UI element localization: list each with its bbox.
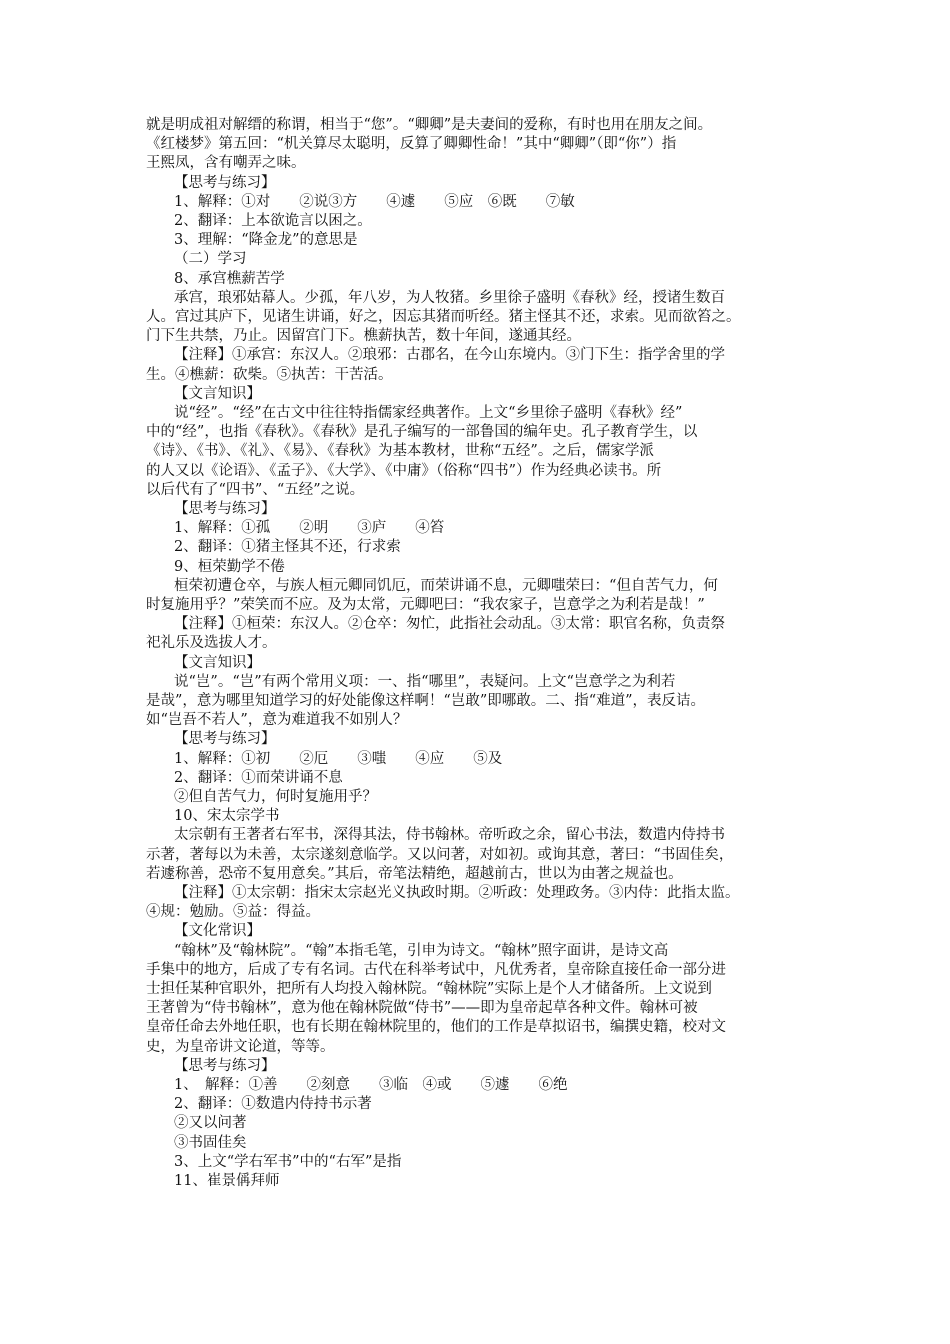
text-line: 承宫，琅邪姑幕人。少孤，年八岁，为人牧猪。乡里徐子盛明《春秋》经，授诸生数百 [174, 289, 725, 306]
text-line: 若遽称善，恐帝不复用意矣。”其后，帝笔法精绝，超越前古，世以为由著之规益也。 [146, 865, 683, 882]
text-line: 【思考与练习】 [174, 731, 276, 748]
text-line: 以后代有了“四书”、“五经”之说。 [146, 481, 365, 498]
text-line: 说“经”。“经”在古文中往往特指儒家经典著作。上文“乡里徐子盛明《春秋》经” [174, 405, 683, 421]
text-line: 10、宋太宗学书 [174, 808, 280, 825]
text-line: ②又以问著 [174, 1115, 247, 1132]
text-line: 2、翻译：①数遣内侍持书示著 [174, 1096, 372, 1113]
text-line: 1、解释：①初 ②厄 ③嗤 ④应 ⑤及 [174, 750, 503, 767]
text-line: 11、崔景偁拜师 [174, 1173, 280, 1189]
text-line: ②但自苦气力，何时复施用乎？ [174, 789, 377, 805]
text-line: 1、 解释：①善 ②刻意 ③临 ④或 ⑤遽 ⑥绝 [174, 1077, 568, 1093]
text-line: 的人又以《论语》、《孟子》、《大学》、《中庸》（俗称“四书”）作为经典必读书。所 [146, 462, 662, 479]
text-line: 是哉”，意为哪里知道学习的好处能像这样啊！“岂敢”即哪敢。二、指“难道”，表反诘。 [146, 693, 706, 709]
text-line: 【文化常识】 [174, 923, 261, 940]
text-line: 【注释】①太宗朝：指宋太宗赵光义执政时期。②听政：处理政务。③内侍：此指太监。 [174, 885, 740, 901]
text-line: 士担任某种官职外，把所有人均投入翰林院。“翰林院”实际上是个人才储备所。上文说到 [146, 981, 712, 997]
text-line: 3、理解：“降金龙”的意思是 [174, 232, 358, 249]
text-line: 说“岂”。“岂”有两个常用义项：一、指“哪里”，表疑问。上文“岂意学之为利若 [174, 673, 676, 690]
text-line: （二）学习 [174, 251, 247, 268]
text-line: 【文言知识】 [174, 654, 261, 671]
text-line: 8、承宫樵薪苦学 [174, 270, 285, 287]
text-line: 1、解释：①孤 ②明 ③庐 ④笞 [174, 520, 445, 537]
text-line: 祀礼乐及选拔人才。 [146, 635, 277, 652]
text-line: 史，为皇帝讲文论道，等等。 [146, 1038, 335, 1055]
text-line: “翰林”及“翰林院”。“翰”本指毛笔，引申为诗文。“翰林”照字面讲，是诗文高 [174, 942, 669, 959]
text-line: ③书固佳矣 [174, 1134, 247, 1151]
text-line: 2、翻译：上本欲诡言以困之。 [174, 213, 372, 229]
text-line: 门下生共禁，乃止。因留宫门下。樵薪执苦，数十年间，遂通其经。 [146, 328, 581, 345]
text-line: 太宗朝有王著者右军书，深得其法，侍书翰林。帝听政之余，留心书法，数遣内侍持书 [174, 827, 725, 844]
text-line: 《诗》、《书》、《礼》、《易》、《春秋》为基本教材，世称“五经”。之后，儒家学派 [146, 443, 654, 460]
text-line: 9、桓荣勤学不倦 [174, 558, 285, 575]
text-line: 【思考与练习】 [174, 174, 276, 191]
text-line: 【思考与练习】 [174, 501, 276, 517]
text-line: 示著，著每以为未善，太宗遂刻意临学。又以问著，对如初。或询其意，著曰：“书固佳矣， [146, 846, 734, 863]
text-line: 手集中的地方，后成了专有名词。古代在科举考试中，凡优秀者，皇帝除直接任命一部分进 [146, 961, 726, 978]
text-line: 《红楼梦》第五回：“机关算尽太聪明，反算了卿卿性命！”其中“卿卿”（即“你”）指 [146, 136, 677, 153]
text-line: 【文言知识】 [174, 385, 261, 402]
text-line: 中的“经”，也指《春秋》。《春秋》是孔子编写的一部鲁国的编年史。孔子教育学生，以 [146, 424, 698, 441]
text-line: 【思考与练习】 [174, 1057, 276, 1074]
text-line: ④规：勉励。⑤益：得益。 [146, 904, 320, 921]
text-line: 人。宫过其庐下，见诸生讲诵，好之，因忘其猪而听经。猪主怪其不还，求索。见而欲笞之。 [146, 309, 741, 325]
text-line: 时复施用乎？”荣笑而不应。及为太常，元卿吧曰：“我农家子，岂意学之为利若是哉！” [146, 597, 705, 613]
text-line: 生。④樵薪：砍柴。⑤执苦：干苦活。 [146, 366, 393, 383]
text-line: 如“岂吾不若人”，意为难道我不如别人？ [146, 712, 408, 729]
text-line: 就是明成祖对解缙的称谓，相当于“您”。“卿卿”是夫妻间的爱称，有时也用在朋友之间。 [146, 117, 713, 133]
text-line: 桓荣初遭仓卒，与族人桓元卿同饥厄，而荣讲诵不息，元卿嗤荣曰：“但自苦气力，何 [174, 577, 718, 594]
text-line: 2、翻译：①而荣讲诵不息 [174, 769, 343, 786]
text-line: 1、解释：①对 ②说③方 ④遽 ⑤应 ⑥既 ⑦敏 [174, 193, 575, 210]
text-line: 王著曾为“侍书翰林”，意为他在翰林院做“侍书”——即为皇帝起草各种文件。翰林可被 [146, 1000, 698, 1017]
text-line: 【注释】①桓荣：东汉人。②仓卒：匆忙，此指社会动乱。③太常：职官名称，负责祭 [174, 616, 725, 633]
text-line: 【注释】①承宫：东汉人。②琅邪：古郡名，在今山东境内。③门下生：指学舍里的学 [174, 347, 725, 364]
text-line: 2、翻译：①猪主怪其不还，行求索 [174, 539, 401, 556]
text-line: 王熙凤，含有嘲弄之味。 [146, 155, 306, 172]
text-line: 皇帝任命去外地任职，也有长期在翰林院里的，他们的工作是草拟诏书，编撰史籍，校对文 [146, 1019, 726, 1036]
text-line: 3、上文“学右军书”中的“右军”是指 [174, 1153, 402, 1170]
